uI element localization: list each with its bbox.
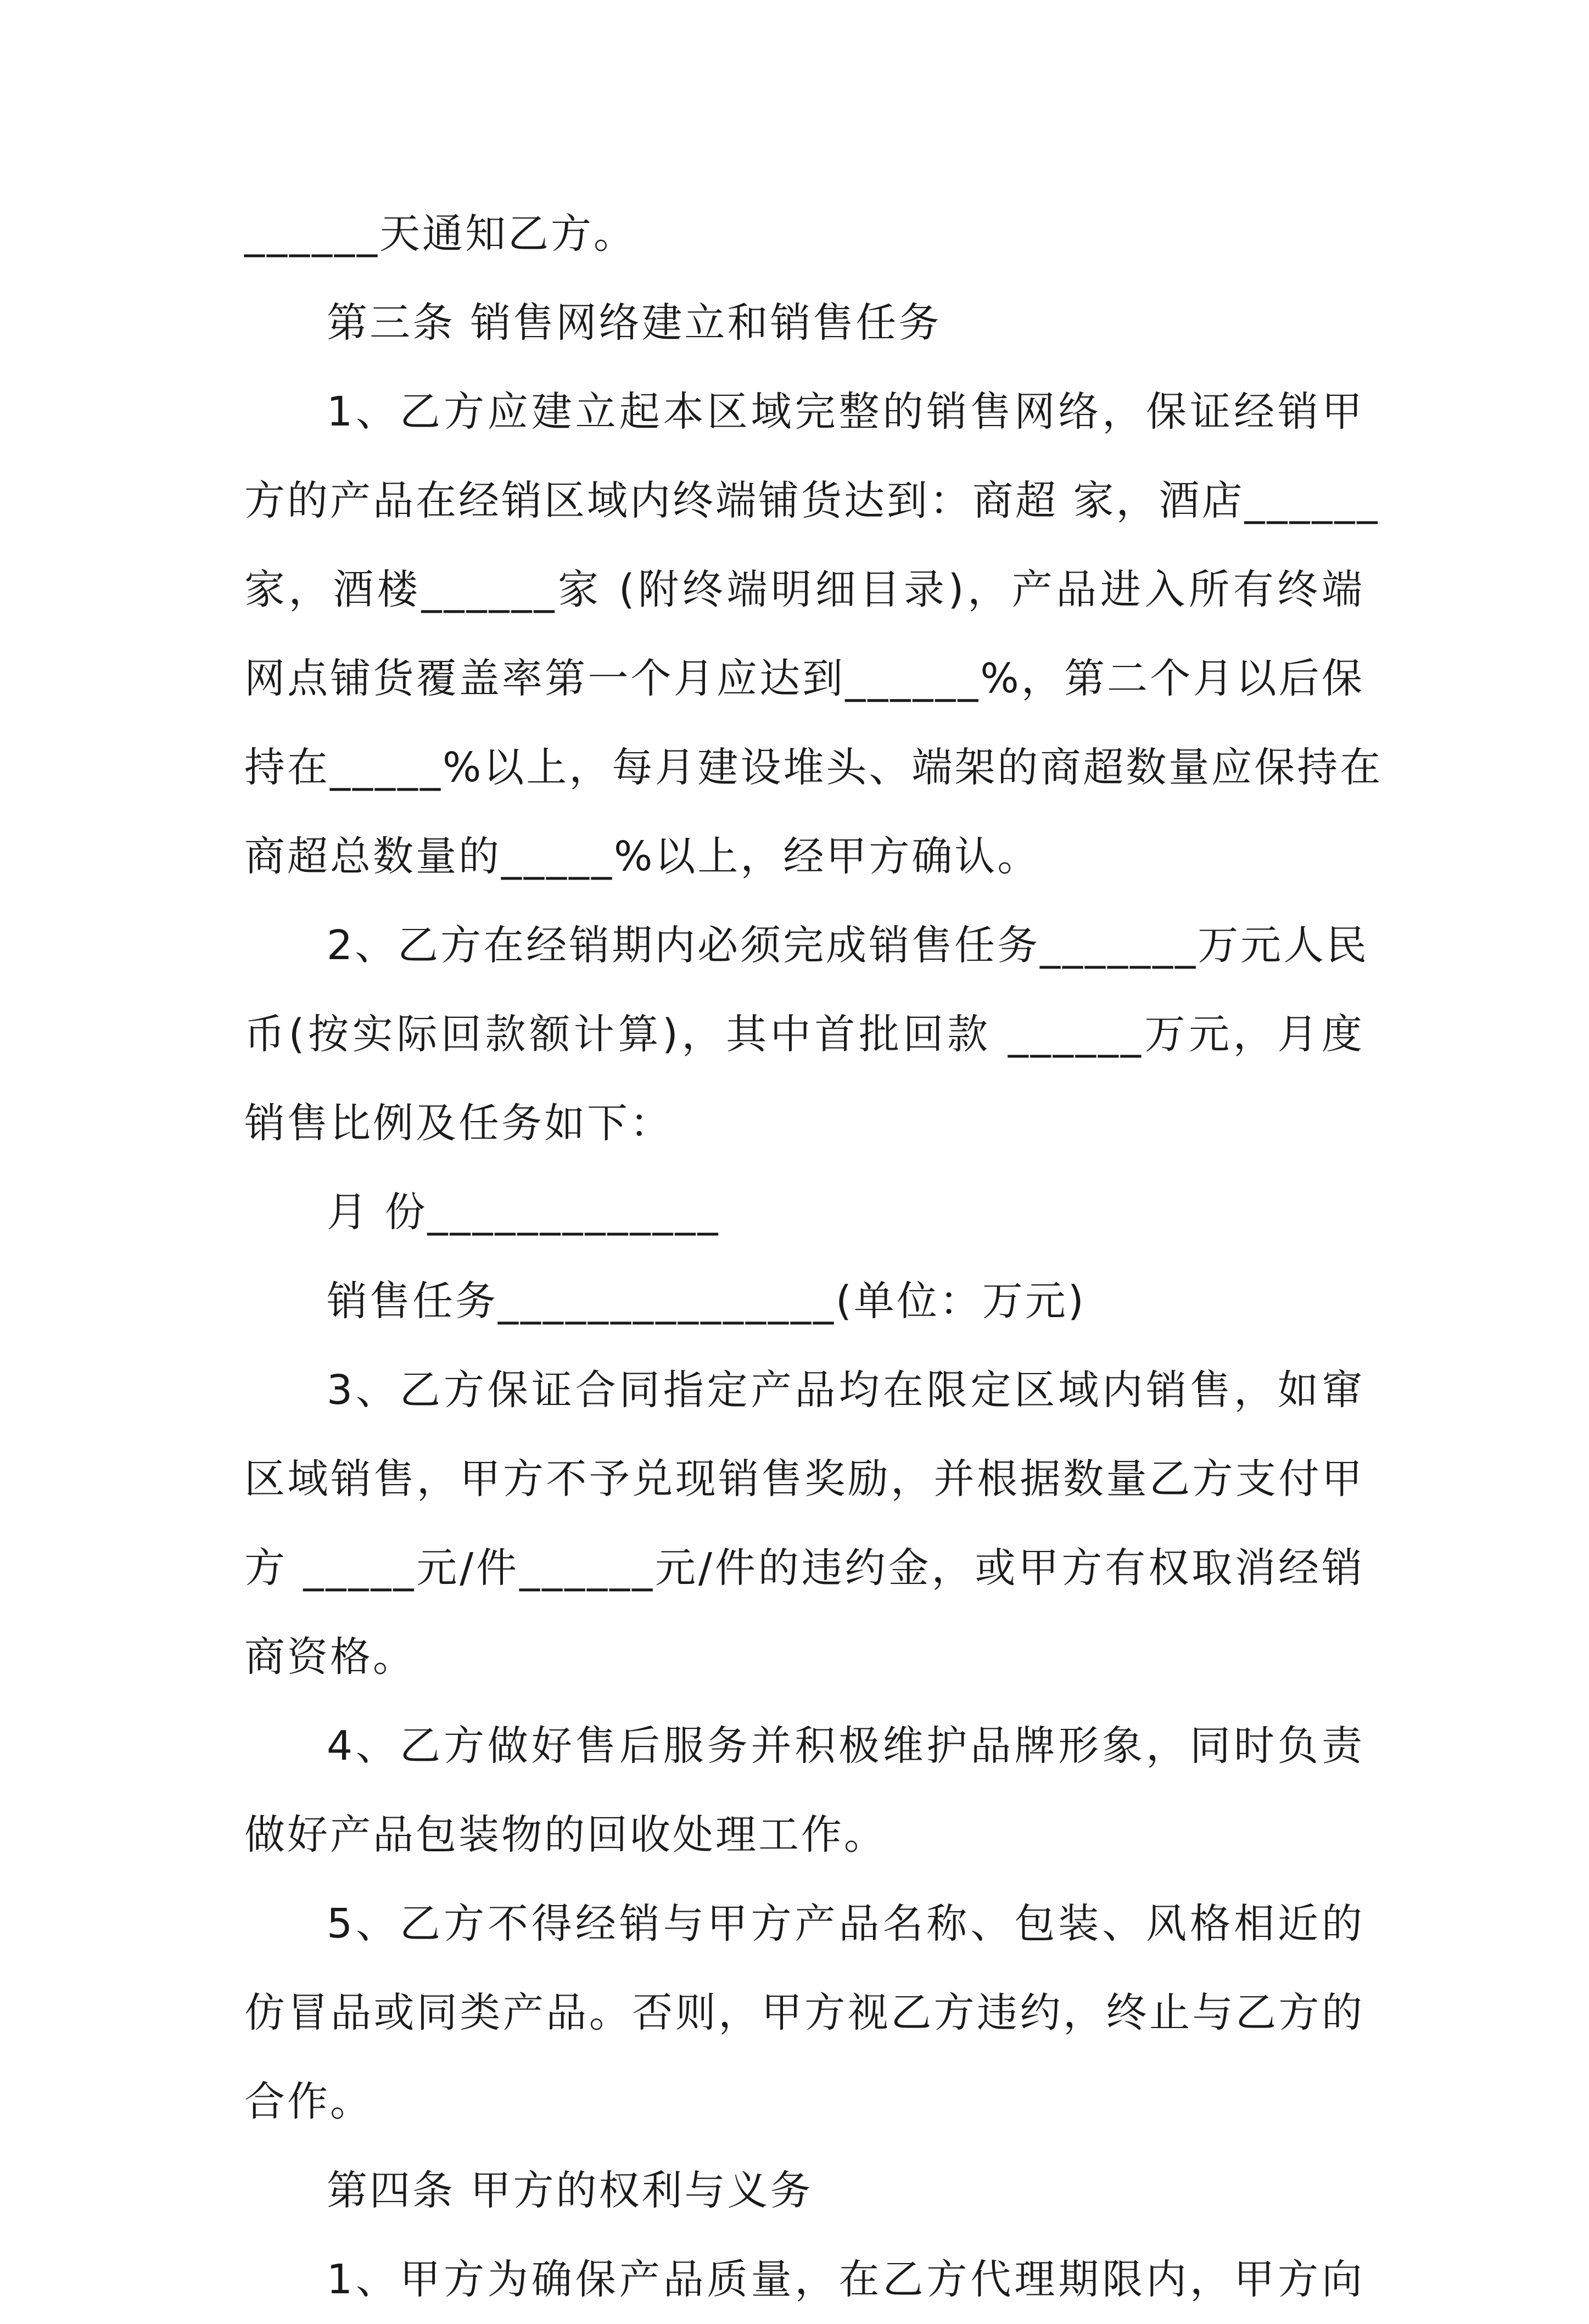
text-line: 合作。 xyxy=(244,2078,373,2125)
text-line: 4、乙方做好售后服务并积极维护品牌形象，同时负责 xyxy=(327,1722,1364,1769)
text-line: ______天通知乙方。 xyxy=(244,210,636,257)
text-line: 仿冒品或同类产品。否则，甲方视乙方违约，终止与乙方的 xyxy=(244,1989,1364,2036)
text-line: 区域销售，甲方不予兑现销售奖励，并根据数量乙方支付甲 xyxy=(244,1455,1364,1503)
text-line: 币(按实际回款额计算)，其中首批回款 ______万元，月度 xyxy=(244,1011,1364,1058)
text-line: 1、甲方为确保产品质量，在乙方代理期限内，甲方向 xyxy=(327,2256,1364,2303)
document-body xyxy=(244,189,1383,2324)
text-line: 3、乙方保证合同指定产品均在限定区域内销售，如窜 xyxy=(327,1367,1364,1414)
text-line: 方 _____元/件______元/件的违约金，或甲方有权取消经销 xyxy=(244,1544,1364,1592)
text-line: 商资格。 xyxy=(244,1633,416,1681)
text-line: 持在_____%以上，每月建设堆头、端架的商超数量应保持在 xyxy=(244,744,1383,791)
text-line: 做好产品包装物的回收处理工作。 xyxy=(244,1811,887,1858)
text-line: 5、乙方不得经销与甲方产品名称、包装、风格相近的 xyxy=(327,1900,1364,1947)
month-field-line: 月 份_____________ xyxy=(327,1189,720,1236)
sales-task-field-line: 销售任务_______________(单位：万元) xyxy=(327,1278,1086,1325)
section-heading-article-3: 第三条 销售网络建立和销售任务 xyxy=(327,299,942,346)
text-line: 1、乙方应建立起本区域完整的销售网络，保证经销甲 xyxy=(327,388,1364,435)
text-line: 家，酒楼______家 (附终端明细目录)，产品进入所有终端 xyxy=(244,566,1364,613)
text-line: 商超总数量的_____%以上，经甲方确认。 xyxy=(244,833,1040,880)
section-heading-article-4: 第四条 甲方的权利与义务 xyxy=(327,2167,813,2214)
text-line: 销售比例及任务如下： xyxy=(244,1100,673,1147)
text-line: 网点铺货覆盖率第一个月应达到______%，第二个月以后保 xyxy=(244,655,1364,702)
text-line: 方的产品在经销区域内终端铺货达到：商超 家，酒店______ xyxy=(244,477,1380,524)
text-line: 2、乙方在经销期内必须完成销售任务_______万元人民 xyxy=(327,922,1369,969)
